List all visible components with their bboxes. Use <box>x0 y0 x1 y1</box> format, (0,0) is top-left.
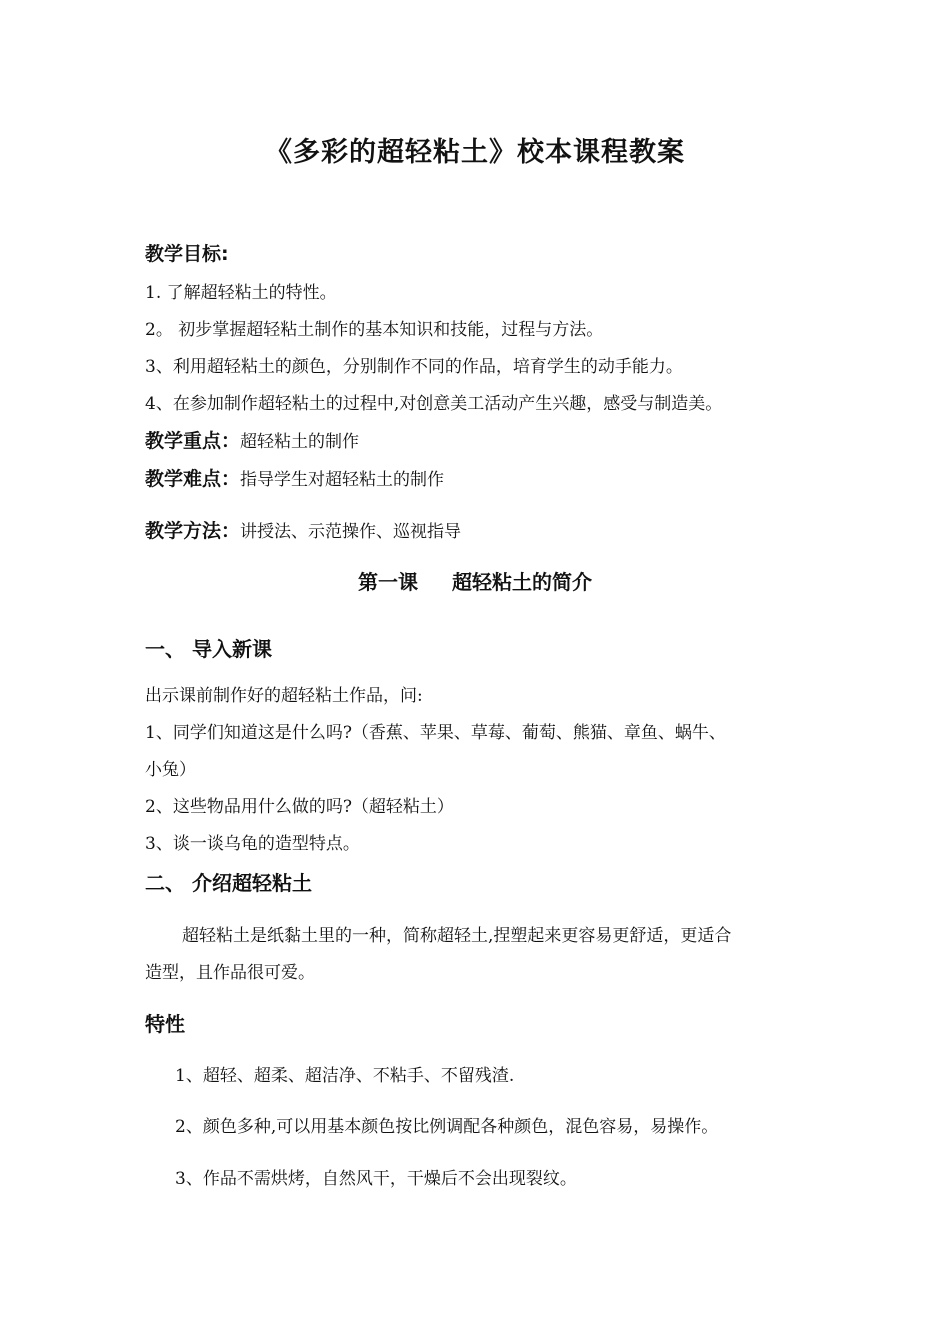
objective-item: 4、在参加制作超轻粘土的过程中,对创意美工活动产生兴趣，感受与制造美。 <box>145 394 723 414</box>
section2-paragraph-line: 超轻粘土是纸黏土里的一种，简称超轻土,捏塑起来更容易更舒适，更适合 <box>182 926 732 946</box>
difficulty-label: 教学难点： <box>145 468 241 490</box>
section1-line: 3、谈一谈乌龟的造型特点。 <box>145 834 360 854</box>
properties-heading: 特性 <box>145 1012 185 1036</box>
section2-heading: 二、 介绍超轻粘土 <box>145 871 312 895</box>
objective-item: 2。 初步掌握超轻粘土制作的基本知识和技能，过程与方法。 <box>145 320 604 340</box>
objectives-label: 教学目标: <box>145 243 229 265</box>
property-item: 1、超轻、超柔、超洁净、不粘手、不留残渣. <box>175 1066 515 1086</box>
section2-paragraph-line: 造型，且作品很可爱。 <box>145 963 315 983</box>
section1-line: 2、这些物品用什么做的吗?（超轻粘土） <box>145 797 454 817</box>
method-text: 讲授法、示范操作、巡视指导 <box>240 522 462 542</box>
section1-line: 出示课前制作好的超轻粘土作品，问: <box>145 686 423 706</box>
difficulty-line <box>145 467 825 492</box>
property-item: 2、颜色多种,可以用基本颜色按比例调配各种颜色，混色容易，易操作。 <box>175 1117 719 1137</box>
lesson-name: 超轻粘土的简介 <box>452 570 592 594</box>
difficulty-text: 指导学生对超轻粘土的制作 <box>240 470 445 490</box>
key-point-text: 超轻粘土的制作 <box>240 432 360 452</box>
lesson-heading <box>0 568 950 596</box>
document-title: 《多彩的超轻粘土》校本课程教案 <box>265 137 685 168</box>
key-point-line <box>145 429 825 454</box>
objective-item: 3、利用超轻粘土的颜色，分别制作不同的作品，培育学生的动手能力。 <box>145 357 683 377</box>
objectives-label-line <box>145 242 825 267</box>
lesson-number: 第一课 <box>358 570 418 594</box>
key-point-label: 教学重点： <box>145 430 241 452</box>
method-line <box>145 519 825 544</box>
method-label: 教学方法： <box>145 520 241 542</box>
property-item: 3、作品不需烘烤，自然风干，干燥后不会出现裂纹。 <box>175 1169 577 1189</box>
section1-line: 小兔） <box>145 760 196 780</box>
section1-line: 1、同学们知道这是什么吗?（香蕉、苹果、草莓、葡萄、熊猫、章鱼、蜗牛、 <box>145 723 726 743</box>
section1-heading: 一、 导入新课 <box>145 637 272 661</box>
objective-item: 1. 了解超轻粘土的特性。 <box>145 283 337 303</box>
